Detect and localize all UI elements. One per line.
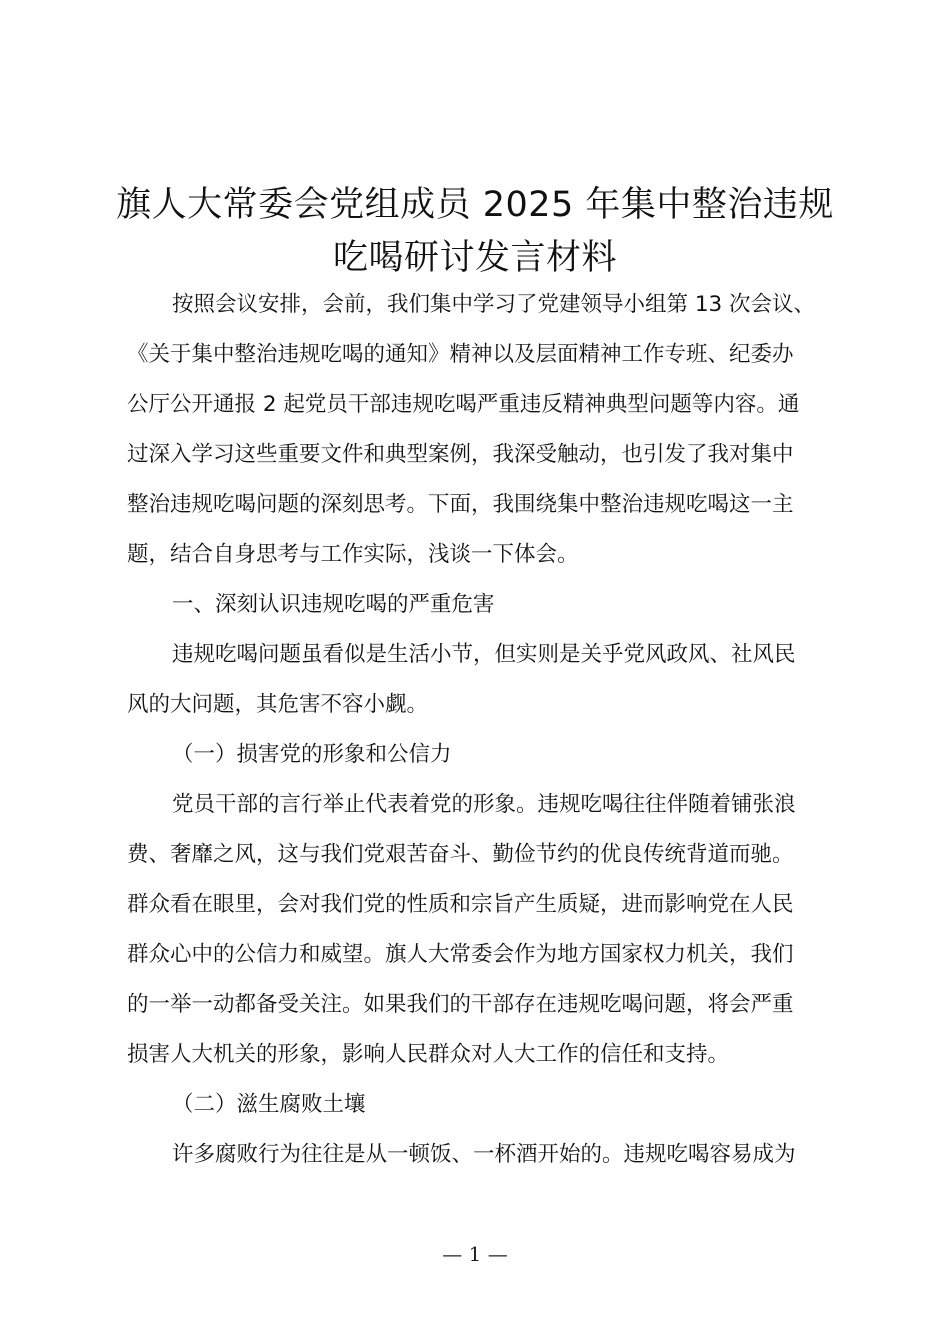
document-title-line2: 吃喝研讨发言材料 <box>332 238 617 278</box>
body-line: 党员干部的言行举止代表着党的形象。违规吃喝往往伴随着铺张浪 <box>172 792 796 817</box>
body-line: 损害人大机关的形象，影响人民群众对人大工作的信任和支持。 <box>127 1042 730 1067</box>
body-line: 按照会议安排，会前，我们集中学习了党建领导小组第 13 次会议、 <box>172 292 816 317</box>
subsection-heading: （二）滋生腐败土壤 <box>172 1092 366 1117</box>
body-line: 过深入学习这些重要文件和典型案例，我深受触动，也引发了我对集中 <box>127 442 794 467</box>
body-line: 许多腐败行为往往是从一顿饭、一杯酒开始的。违规吃喝容易成为 <box>172 1142 796 1167</box>
body-line: 的一举一动都备受关注。如果我们的干部存在违规吃喝问题，将会严重 <box>127 992 794 1017</box>
body-line: 群众心中的公信力和威望。旗人大常委会作为地方国家权力机关，我们 <box>127 942 794 967</box>
body-line: 风的大问题，其危害不容小觑。 <box>127 692 429 717</box>
body-line: 整治违规吃喝问题的深刻思考。下面，我围绕集中整治违规吃喝这一主 <box>127 492 794 517</box>
body-line: 费、奢靡之风，这与我们党艰苦奋斗、勤俭节约的优良传统背道而驰。 <box>127 842 794 867</box>
body-line: 题，结合自身思考与工作实际，浅谈一下体会。 <box>127 542 579 567</box>
subsection-heading: （一）损害党的形象和公信力 <box>172 742 452 767</box>
page-number: — 1 — <box>442 1242 508 1266</box>
body-line: 《关于集中整治违规吃喝的通知》精神以及层面精神工作专班、纪委办 <box>127 342 794 367</box>
document-title-line1: 旗人大常委会党组成员 2025 年集中整治违规 <box>116 185 834 225</box>
body-line: 群众看在眼里，会对我们党的性质和宗旨产生质疑，进而影响党在人民 <box>127 892 794 917</box>
section-heading: 一、深刻认识违规吃喝的严重危害 <box>172 592 495 617</box>
body-line: 违规吃喝问题虽看似是生活小节，但实则是关乎党风政风、社风民 <box>172 642 796 667</box>
body-line: 公厅公开通报 2 起党员干部违规吃喝严重违反精神典型问题等内容。通 <box>127 392 800 417</box>
